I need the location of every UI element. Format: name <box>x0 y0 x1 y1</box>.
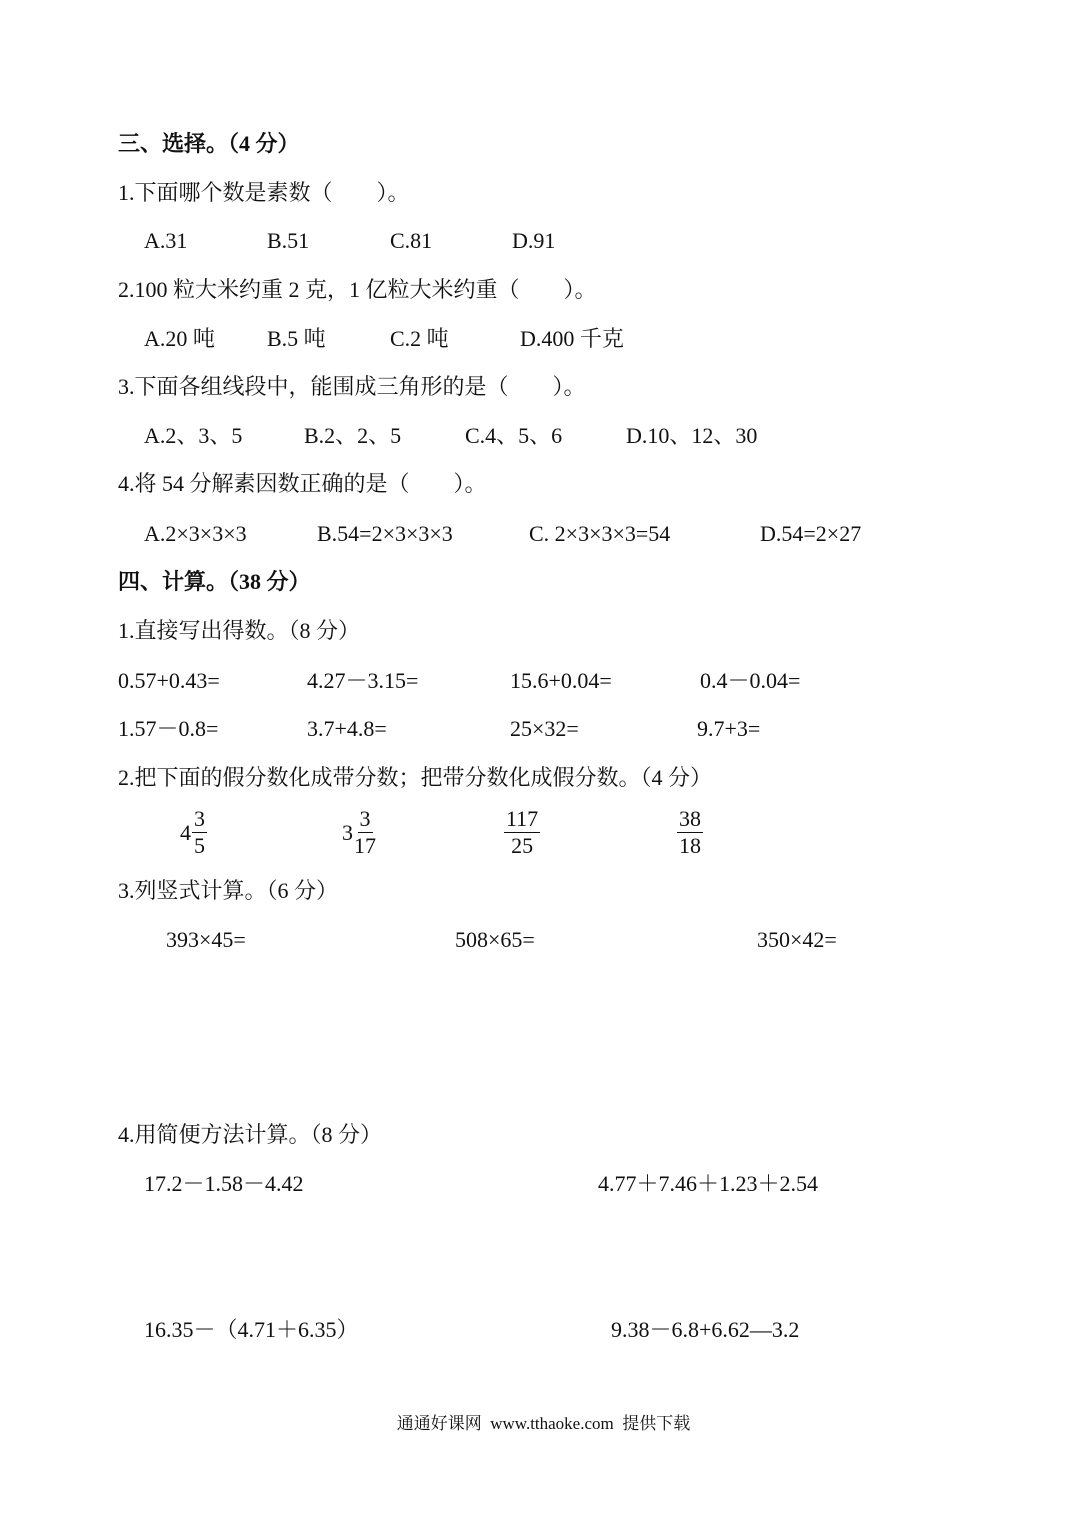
expression: 9.7+3= <box>697 716 761 741</box>
option-b: B.2、2、5 <box>304 423 402 448</box>
expression: 15.6+0.04= <box>510 668 612 693</box>
expression: 1.57－0.8= <box>118 716 219 741</box>
expression: 9.38－6.8+6.62—3.2 <box>611 1317 800 1342</box>
option-b: B.54=2×3×3×3 <box>317 521 453 546</box>
section-heading-calc: 四、计算。（38 分） <box>118 569 311 594</box>
option-a: A.2、3、5 <box>144 423 243 448</box>
improper-fraction <box>677 806 703 859</box>
option-c: C.4、5、6 <box>465 423 563 448</box>
expression: 0.4－0.04= <box>700 668 801 693</box>
fraction <box>192 806 207 859</box>
fraction <box>677 806 703 859</box>
expression: 4.77＋7.46＋1.23＋2.54 <box>598 1171 819 1196</box>
denominator: 18 <box>679 833 701 858</box>
option-d: D.10、12、30 <box>626 423 758 448</box>
numerator: 38 <box>679 806 701 831</box>
question-calc-2: 2.把下面的假分数化成带分数；把带分数化成假分数。（4 分） <box>118 765 713 790</box>
option-c: C.81 <box>390 228 433 253</box>
expression: 4.27－3.15= <box>307 668 419 693</box>
question-calc-4: 4.用简便方法计算。（8 分） <box>118 1122 383 1147</box>
expression: 0.57+0.43= <box>118 668 220 693</box>
mixed-number <box>342 806 376 859</box>
denominator: 25 <box>511 833 534 858</box>
numerator: 117 <box>506 806 539 831</box>
fraction <box>354 806 376 859</box>
whole-part: 3 <box>342 819 353 845</box>
improper-fraction <box>504 806 540 859</box>
numerator: 3 <box>359 806 371 831</box>
expression: 3.7+4.8= <box>307 716 387 741</box>
expression: 508×65= <box>455 927 535 952</box>
section-heading-choice: 三、选择。（4 分） <box>118 131 300 156</box>
expression: 25×32= <box>510 716 579 741</box>
denominator: 5 <box>194 833 205 858</box>
question-3: 3.下面各组线段中，能围成三角形的是（ ）。 <box>118 374 586 399</box>
option-c: C.2 吨 <box>390 326 449 351</box>
option-d: D.91 <box>512 228 556 253</box>
question-calc-3: 3.列竖式计算。（6 分） <box>118 878 339 903</box>
option-d: D.400 千克 <box>520 326 624 351</box>
option-a: A.20 吨 <box>144 326 215 351</box>
expression: 393×45= <box>166 927 246 952</box>
option-c: C. 2×3×3×3=54 <box>529 521 671 546</box>
option-d: D.54=2×27 <box>760 521 862 546</box>
fraction <box>504 806 540 859</box>
option-a: A.2×3×3×3 <box>144 521 247 546</box>
expression: 350×42= <box>757 927 837 952</box>
expression: 16.35－（4.71＋6.35） <box>144 1317 359 1342</box>
expression: 17.2－1.58－4.42 <box>144 1171 304 1196</box>
question-2: 2.100 粒大米约重 2 克，1 亿粒大米约重（ ）。 <box>118 277 597 302</box>
question-calc-1: 1.直接写出得数。（8 分） <box>118 618 361 643</box>
option-b: B.51 <box>267 228 310 253</box>
mixed-number <box>180 806 207 859</box>
question-4: 4.将 54 分解素因数正确的是（ ）。 <box>118 471 487 496</box>
whole-part: 4 <box>180 819 191 845</box>
question-1: 1.下面哪个数是素数（ ）。 <box>118 180 410 205</box>
denominator: 17 <box>354 833 376 858</box>
option-b: B.5 吨 <box>267 326 326 351</box>
option-a: A.31 <box>144 228 188 253</box>
numerator: 3 <box>194 806 205 831</box>
footer-credit: 通通好课网 www.tthaoke.com 提供下载 <box>396 1414 691 1433</box>
